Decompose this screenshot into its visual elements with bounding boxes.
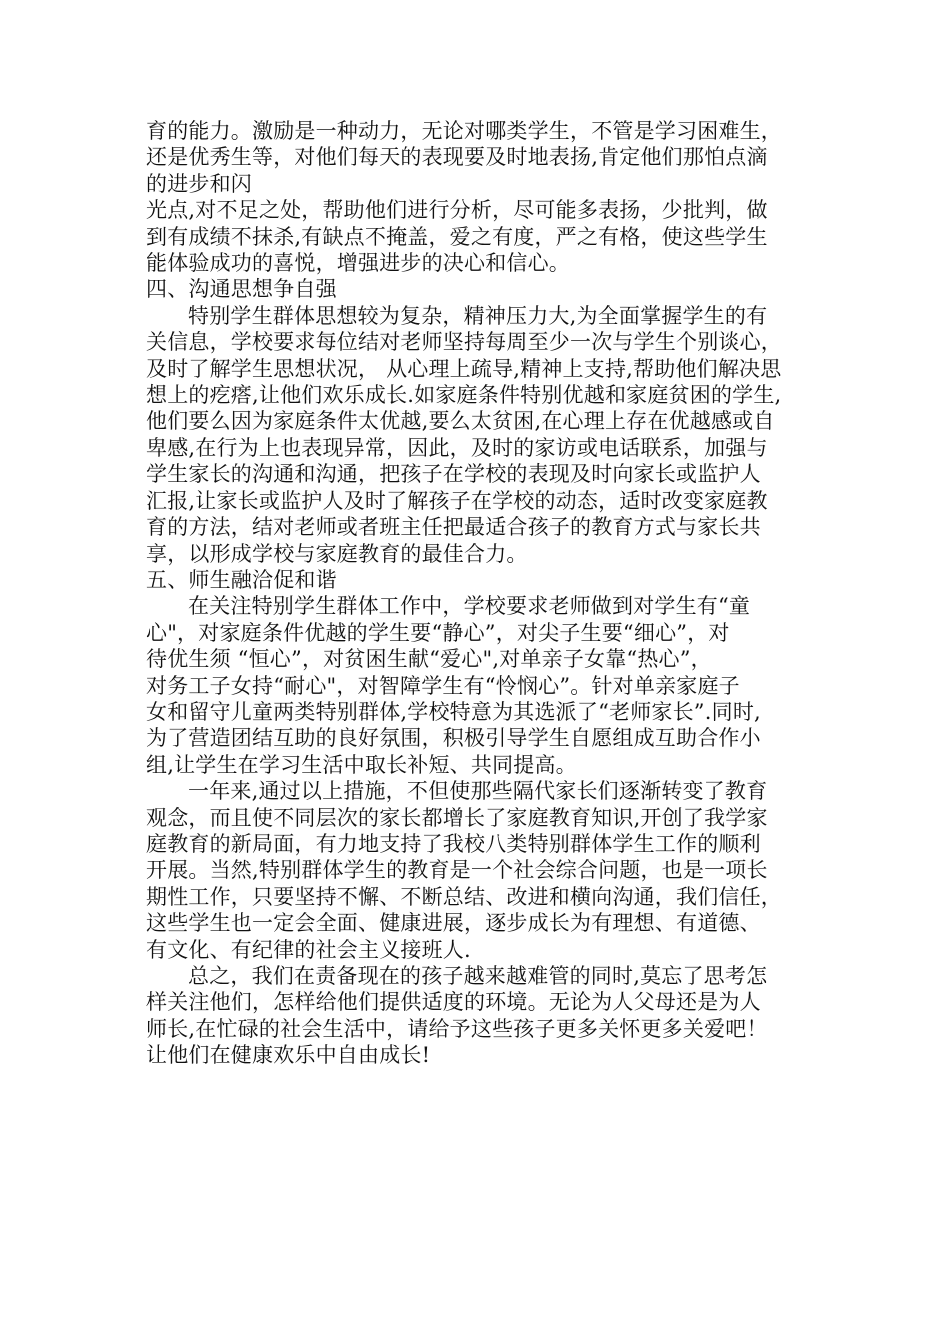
text-line: 待优生须 “恒心”，对贫困生献“爱心",对单亲子女靠“热心”， xyxy=(146,647,712,672)
paragraph-conclusion xyxy=(146,963,806,1069)
text-line: 卑感,在行为上也表现异常，因此，及时的家访或电话联系，加强与 xyxy=(146,435,768,460)
text-line: 开展。当然,特别群体学生的教育是一个社会综合问题，也是一项长 xyxy=(146,858,768,883)
paragraph-communication xyxy=(146,303,806,567)
paragraph-harmony xyxy=(146,593,806,778)
paragraph-praise xyxy=(146,118,806,276)
text-line: 心"，对家庭条件优越的学生要“静心”，对尖子生要“细心”，对 xyxy=(146,620,730,645)
text-line: 享，以形成学校与家庭教育的最佳合力。 xyxy=(146,541,528,566)
text-line: 总之，我们在责备现在的孩子越来越难管的同时,莫忘了思考怎 xyxy=(188,964,768,988)
text-line: 他们要么因为家庭条件太优越,要么太贫困,在心理上存在优越感或自 xyxy=(146,409,775,434)
text-line: 及时了解学生思想状况， 从心理上疏导,精神上支持,帮助他们解决思 xyxy=(146,356,782,381)
text-line: 汇报,让家长或监护人及时了解孩子在学校的动态，适时改变家庭教 xyxy=(146,488,768,513)
text-line: 女和留守儿童两类特别群体,学校特意为其选派了“老师家长”.同时, xyxy=(146,699,761,724)
text-line: 到有成绩不抹杀,有缺点不掩盖，爱之有度，严之有格，使这些学生 xyxy=(146,224,768,249)
text-line: 一年来,通过以上措施，不但使那些隔代家长们逐渐转变了教育 xyxy=(188,779,768,804)
text-line: 对务工子女持“耐心"，对智障学生有“怜悯心”。针对单亲家庭子 xyxy=(146,673,740,698)
text-line: 关信息，学校要求每位结对老师坚持每周至少一次与学生个别谈心， xyxy=(146,330,782,355)
text-line: 为了营造团结互助的良好氛围，积极引导学生自愿组成互助合作小 xyxy=(146,726,761,751)
section-heading-harmony: 五、师生融洽促和谐 xyxy=(146,567,337,592)
section-heading-communication: 四、沟通思想争自强 xyxy=(146,277,337,302)
text-line: 这些学生也一定会全面、健康进展，逐步成长为有理想、有道德、 xyxy=(146,911,761,936)
text-line: 样关注他们，怎样给他们提供适度的环境。无论为人父母还是为人 xyxy=(146,990,761,1015)
text-line: 的进步和闪 xyxy=(146,171,252,196)
text-line: 光点,对不足之处，帮助他们进行分析，尽可能多表扬，少批判，做 xyxy=(146,198,768,223)
text-line: 期性工作，只要坚持不懈、不断总结、改进和横向沟通，我们信任， xyxy=(146,884,782,909)
text-line: 育的方法，结对老师或者班主任把最适合孩子的教育方式与家长共 xyxy=(146,515,761,540)
text-line: 在关注特别学生群体工作中，学校要求老师做到对学生有“童 xyxy=(188,594,751,619)
text-line: 能体验成功的喜悦，增强进步的决心和信心。 xyxy=(146,251,570,276)
text-line: 庭教育的新局面，有力地支持了我校八类特别群体学生工作的顺利 xyxy=(146,831,761,856)
text-line: 有文化、有纪律的社会主义接班人. xyxy=(146,937,471,962)
text-line: 还是优秀生等，对他们每天的表现要及时地表扬,肯定他们那怕点滴 xyxy=(146,145,768,170)
text-line: 特别学生群体思想较为复杂，精神压力大,为全面掌握学生的有 xyxy=(188,303,768,328)
text-line: 育的能力。激励是一种动力，无论对哪类学生，不管是学习困难生， xyxy=(146,119,782,143)
paragraph-summary-year xyxy=(146,778,806,963)
text-line: 想上的疙瘩,让他们欢乐成长.如家庭条件特别优越和家庭贫困的学生, xyxy=(146,383,782,408)
text-line: 师长,在忙碌的社会生活中，请给予这些孩子更多关怀更多关爱吧！ xyxy=(146,1016,768,1041)
text-line: 学生家长的沟通和沟通，把孩子在学校的表现及时向家长或监护人 xyxy=(146,462,761,487)
document-page xyxy=(146,118,806,1069)
text-line: 让他们在健康欢乐中自由成长! xyxy=(146,1043,431,1068)
text-line: 观念，而且使不同层次的家长都增长了家庭教育知识,开创了我学家 xyxy=(146,805,768,830)
text-line: 组,让学生在学习生活中取长补短、共同提高。 xyxy=(146,752,577,777)
